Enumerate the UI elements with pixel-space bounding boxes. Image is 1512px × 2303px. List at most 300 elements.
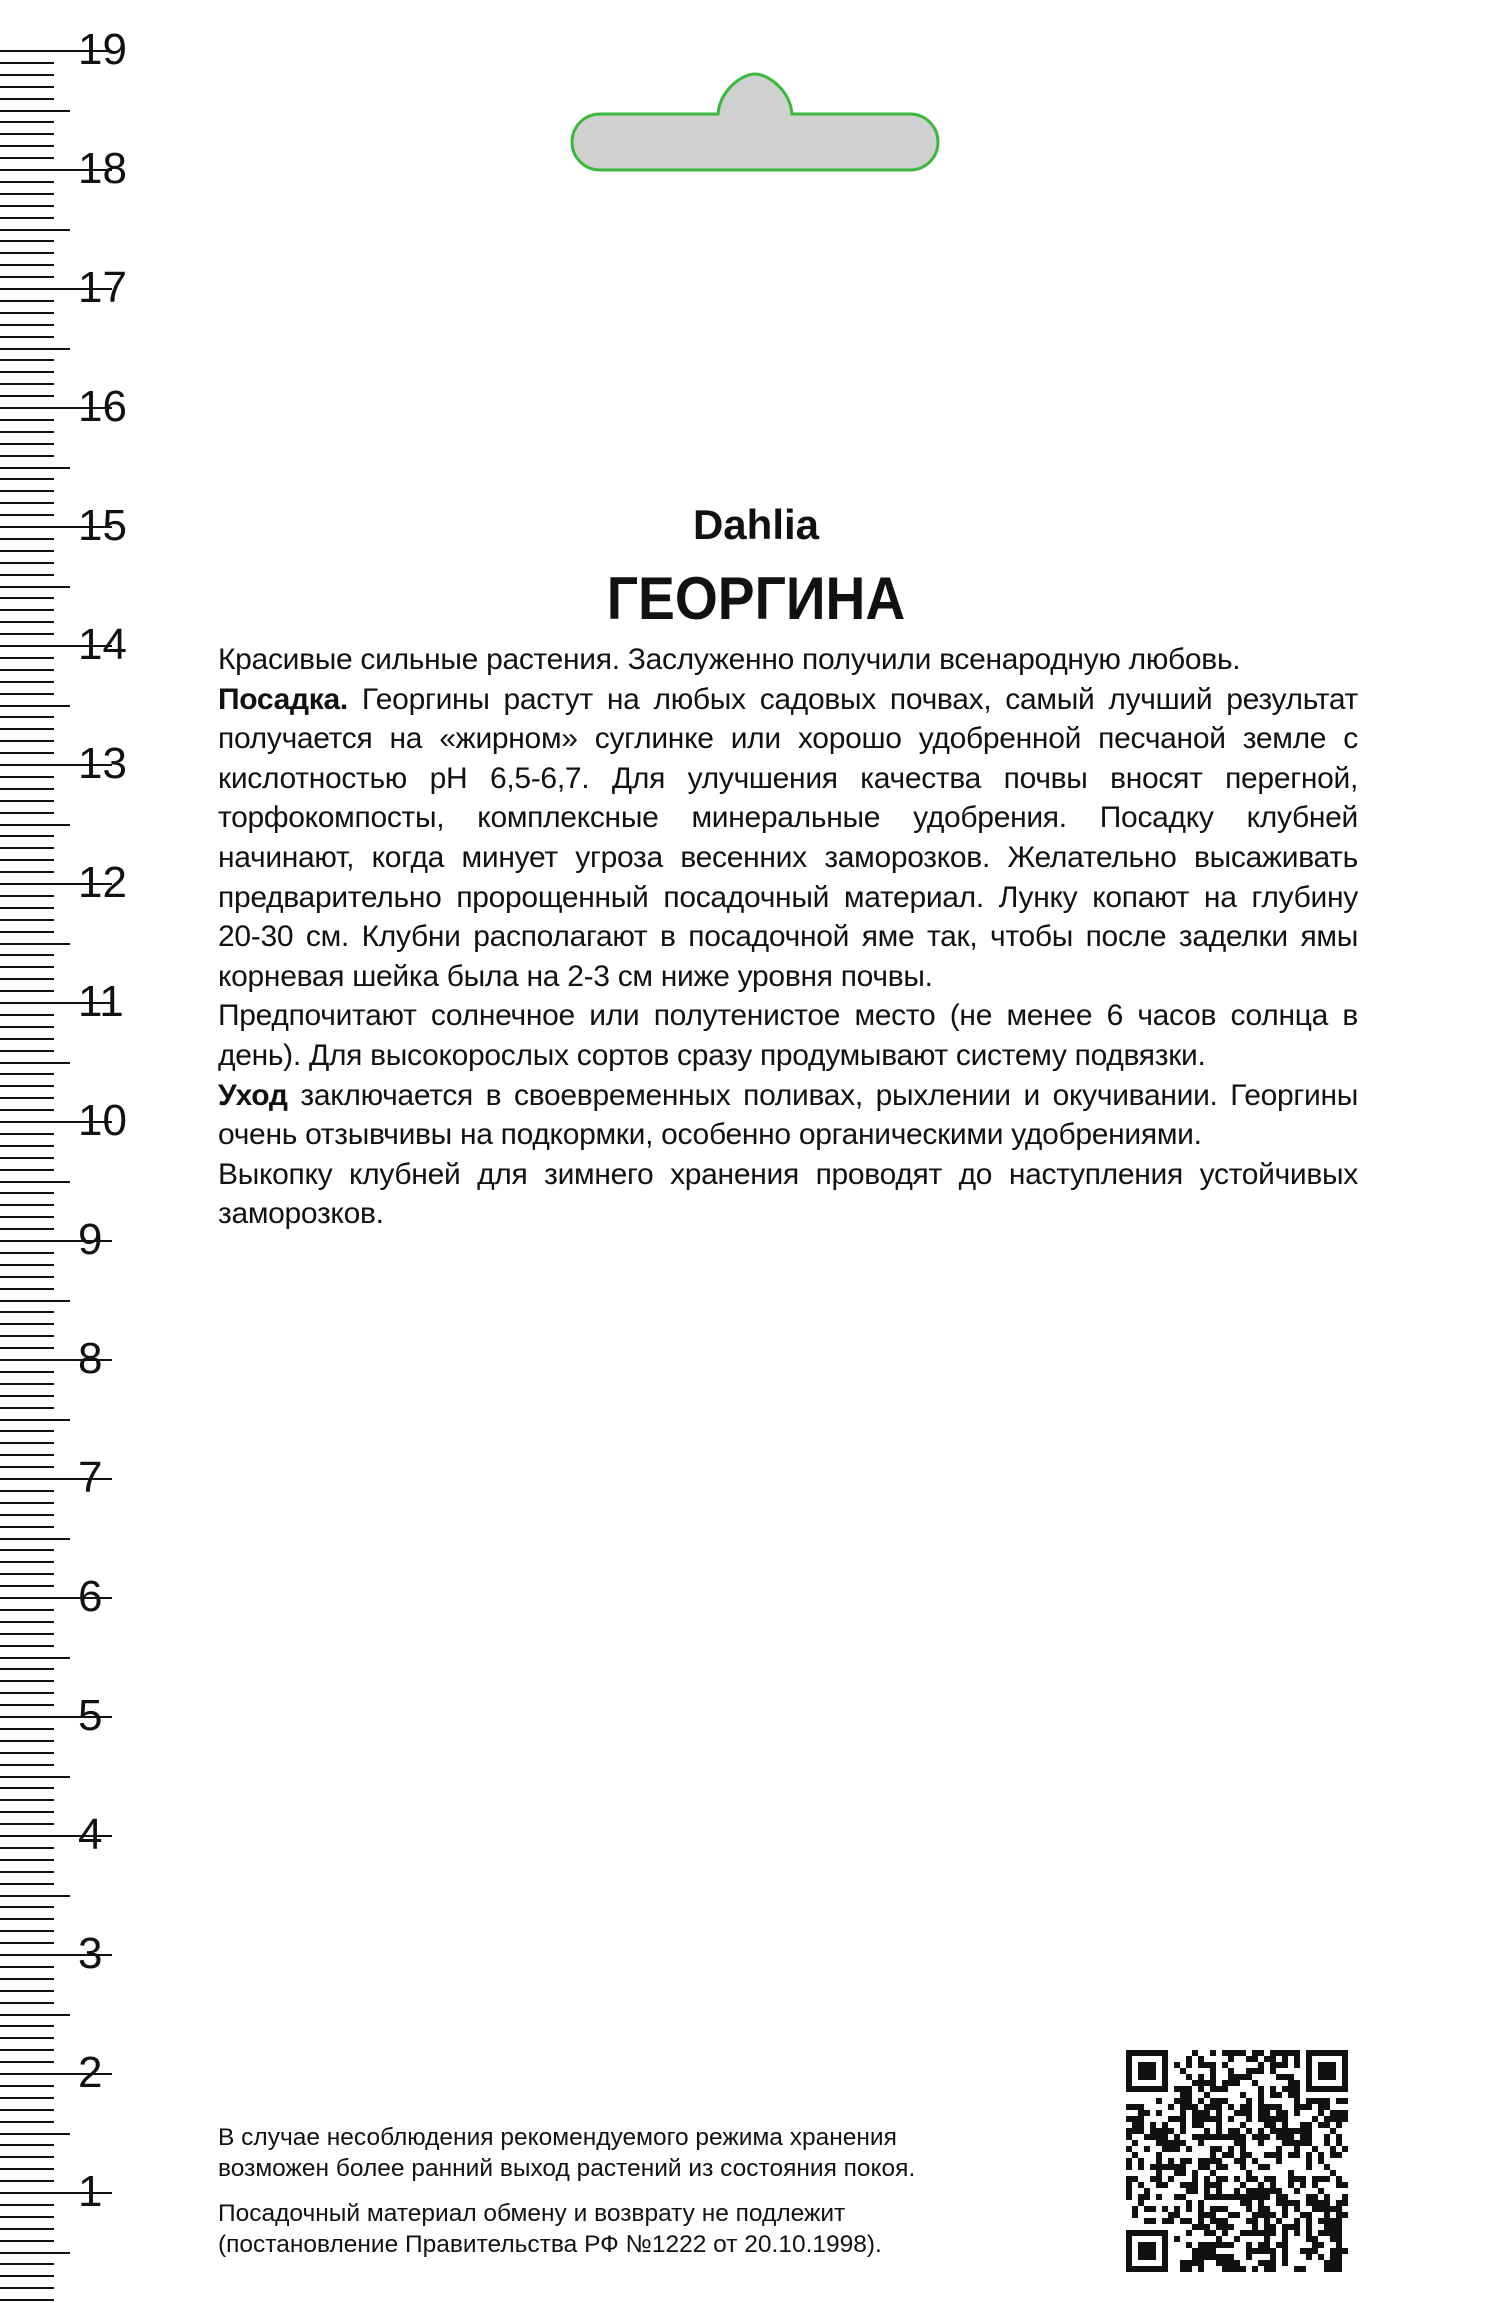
qr-module xyxy=(1330,2110,1336,2116)
qr-module xyxy=(1264,2218,1270,2224)
qr-module xyxy=(1222,2194,1228,2200)
ruler-minor-tick xyxy=(0,490,54,492)
qr-module xyxy=(1162,2140,1168,2146)
ruler-number: 6 xyxy=(78,1572,103,1621)
ruler-minor-tick xyxy=(0,1859,54,1861)
ruler-minor-tick xyxy=(0,1847,54,1849)
ruler-minor-tick xyxy=(0,2097,54,2099)
ruler-minor-tick xyxy=(0,1419,70,1421)
qr-module xyxy=(1246,2098,1252,2104)
qr-module xyxy=(1198,2164,1204,2170)
qr-module xyxy=(1180,2098,1186,2104)
qr-module xyxy=(1132,2206,1138,2212)
qr-module xyxy=(1150,2128,1156,2134)
qr-module xyxy=(1258,2092,1264,2098)
qr-finder-module xyxy=(1126,2266,1168,2272)
qr-module xyxy=(1222,2218,1228,2224)
qr-module xyxy=(1198,2218,1204,2224)
qr-module xyxy=(1312,2182,1318,2188)
qr-module xyxy=(1336,2254,1342,2260)
qr-module xyxy=(1270,2068,1276,2074)
ruler-minor-tick xyxy=(0,1288,54,1290)
qr-module xyxy=(1306,2200,1312,2206)
ruler-minor-tick xyxy=(0,895,54,897)
qr-module xyxy=(1180,2182,1186,2188)
qr-module xyxy=(1216,2176,1222,2182)
hang-tab-outline xyxy=(572,74,938,170)
qr-module xyxy=(1210,2080,1216,2086)
qr-module xyxy=(1138,2104,1144,2110)
qr-module xyxy=(1312,2194,1318,2200)
qr-module xyxy=(1330,2206,1336,2212)
qr-module xyxy=(1246,2230,1252,2236)
qr-module xyxy=(1228,2254,1234,2260)
qr-module xyxy=(1234,2050,1240,2056)
qr-module xyxy=(1210,2068,1216,2074)
qr-module xyxy=(1228,2146,1234,2152)
qr-module xyxy=(1300,2104,1306,2110)
qr-module xyxy=(1192,2188,1198,2194)
qr-module xyxy=(1300,2122,1306,2128)
qr-module xyxy=(1138,2158,1144,2164)
qr-module xyxy=(1330,2236,1336,2242)
qr-module xyxy=(1324,2206,1330,2212)
ruler-minor-tick xyxy=(0,812,54,814)
ruler-minor-tick xyxy=(0,1978,54,1980)
qr-module xyxy=(1324,2230,1330,2236)
qr-module xyxy=(1276,2152,1282,2158)
ruler-minor-tick xyxy=(0,2204,54,2206)
qr-module xyxy=(1234,2266,1240,2272)
qr-module xyxy=(1270,2176,1276,2182)
qr-module xyxy=(1174,2146,1180,2152)
ruler-number: 19 xyxy=(78,25,127,74)
ruler-minor-tick xyxy=(0,1169,54,1171)
ruler-minor-tick xyxy=(0,1776,70,1778)
qr-module xyxy=(1144,2134,1150,2140)
qr-module xyxy=(1204,2158,1210,2164)
qr-module xyxy=(1264,2236,1270,2242)
qr-module xyxy=(1144,2194,1150,2200)
measuring-ruler xyxy=(0,0,127,2303)
ruler-minor-tick xyxy=(0,1311,54,1313)
qr-module xyxy=(1252,2248,1258,2254)
qr-module xyxy=(1168,2116,1174,2122)
ruler-minor-tick xyxy=(0,2287,54,2289)
qr-module xyxy=(1210,2206,1216,2212)
ruler-number: 10 xyxy=(78,1096,127,1145)
qr-module xyxy=(1198,2206,1204,2212)
qr-module xyxy=(1258,2200,1264,2206)
qr-module xyxy=(1312,2116,1318,2122)
ruler-minor-tick xyxy=(0,1228,54,1230)
qr-module xyxy=(1270,2266,1276,2272)
qr-module xyxy=(1306,2140,1312,2146)
qr-finder-module xyxy=(1138,2242,1156,2260)
ruler-minor-tick xyxy=(0,716,54,718)
digging-paragraph: Выкопку клубней для зимнего хранения проводят до наступления устойчивых заморозков. xyxy=(218,1157,1358,1231)
qr-module xyxy=(1156,2098,1162,2104)
qr-module xyxy=(1270,2128,1276,2134)
qr-module xyxy=(1204,2212,1210,2218)
qr-module xyxy=(1240,2194,1246,2200)
ruler-minor-tick xyxy=(0,2002,54,2004)
qr-module xyxy=(1180,2266,1186,2272)
qr-module xyxy=(1336,2230,1342,2236)
qr-module xyxy=(1282,2122,1288,2128)
ruler-minor-tick xyxy=(0,943,70,945)
qr-module xyxy=(1162,2146,1168,2152)
qr-module xyxy=(1294,2086,1300,2092)
ruler-minor-tick xyxy=(0,788,54,790)
qr-module xyxy=(1186,2230,1192,2236)
qr-module xyxy=(1138,2200,1144,2206)
qr-finder-module xyxy=(1126,2230,1168,2236)
qr-finder-module xyxy=(1162,2230,1168,2272)
qr-module xyxy=(1282,2236,1288,2242)
qr-module xyxy=(1222,2224,1228,2230)
qr-module xyxy=(1252,2266,1258,2272)
ruler-minor-tick xyxy=(0,419,54,421)
ruler-minor-tick xyxy=(0,300,54,302)
qr-module xyxy=(1306,2212,1312,2218)
ruler-minor-tick xyxy=(0,1216,54,1218)
qr-module xyxy=(1210,2242,1216,2248)
qr-module xyxy=(1270,2116,1276,2122)
ruler-minor-tick xyxy=(0,990,54,992)
qr-module xyxy=(1258,2140,1264,2146)
ruler-minor-tick xyxy=(0,2025,54,2027)
qr-module xyxy=(1174,2134,1180,2140)
qr-module xyxy=(1228,2104,1234,2110)
ruler-minor-tick xyxy=(0,359,54,361)
qr-module xyxy=(1216,2260,1222,2266)
qr-module xyxy=(1240,2134,1246,2140)
qr-module xyxy=(1336,2212,1342,2218)
ruler-minor-tick xyxy=(0,1300,70,1302)
ruler-minor-tick xyxy=(0,752,54,754)
qr-module xyxy=(1294,2128,1300,2134)
qr-module xyxy=(1180,2170,1186,2176)
qr-module xyxy=(1282,2194,1288,2200)
qr-module xyxy=(1312,2236,1318,2242)
qr-module xyxy=(1288,2050,1294,2056)
qr-module xyxy=(1324,2098,1330,2104)
qr-module xyxy=(1132,2176,1138,2182)
qr-module xyxy=(1258,2104,1264,2110)
qr-module xyxy=(1240,2110,1246,2116)
ruler-minor-tick xyxy=(0,193,54,195)
qr-module xyxy=(1294,2110,1300,2116)
qr-module xyxy=(1240,2122,1246,2128)
qr-module xyxy=(1258,2206,1264,2212)
ruler-minor-tick xyxy=(0,1062,70,1064)
ruler-minor-tick xyxy=(0,1466,54,1468)
qr-module xyxy=(1294,2140,1300,2146)
ruler-minor-tick xyxy=(0,835,54,837)
qr-module xyxy=(1162,2128,1168,2134)
qr-module xyxy=(1312,2200,1318,2206)
storage-note xyxy=(218,2122,998,2184)
qr-module xyxy=(1294,2104,1300,2110)
qr-module xyxy=(1162,2206,1168,2212)
ruler-minor-tick xyxy=(0,1823,54,1825)
qr-module xyxy=(1144,2110,1150,2116)
qr-module xyxy=(1306,2248,1312,2254)
ruler-minor-tick xyxy=(0,2168,54,2170)
qr-module xyxy=(1204,2128,1210,2134)
qr-module xyxy=(1144,2206,1150,2212)
qr-module xyxy=(1306,2224,1312,2230)
qr-module xyxy=(1246,2242,1252,2248)
qr-module xyxy=(1342,2110,1348,2116)
qr-finder-module xyxy=(1126,2050,1132,2092)
qr-module xyxy=(1204,2182,1210,2188)
qr-module xyxy=(1216,2128,1222,2134)
qr-module xyxy=(1192,2176,1198,2182)
ruler-minor-tick xyxy=(0,252,54,254)
qr-module xyxy=(1264,2248,1270,2254)
qr-module xyxy=(1252,2080,1258,2086)
qr-module xyxy=(1204,2224,1210,2230)
qr-module xyxy=(1216,2146,1222,2152)
ruler-minor-tick xyxy=(0,1133,54,1135)
qr-module xyxy=(1324,2116,1330,2122)
qr-module xyxy=(1342,2116,1348,2122)
qr-module xyxy=(1288,2074,1294,2080)
qr-module xyxy=(1294,2080,1300,2086)
qr-module xyxy=(1282,2050,1288,2056)
ruler-minor-tick xyxy=(0,2061,54,2063)
qr-module xyxy=(1246,2254,1252,2260)
qr-module xyxy=(1186,2104,1192,2110)
qr-module xyxy=(1276,2050,1282,2056)
ruler-number: 13 xyxy=(78,739,127,788)
qr-module xyxy=(1186,2200,1192,2206)
qr-module xyxy=(1168,2104,1174,2110)
qr-module xyxy=(1330,2254,1336,2260)
qr-module xyxy=(1186,2266,1192,2272)
qr-module xyxy=(1204,2104,1210,2110)
qr-module xyxy=(1264,2116,1270,2122)
qr-module xyxy=(1294,2218,1300,2224)
qr-module xyxy=(1174,2086,1180,2092)
ruler-minor-tick xyxy=(0,240,54,242)
qr-module xyxy=(1204,2062,1210,2068)
qr-module xyxy=(1228,2128,1234,2134)
qr-module xyxy=(1150,2164,1156,2170)
ruler-minor-tick xyxy=(0,2263,54,2265)
qr-module xyxy=(1132,2128,1138,2134)
qr-module xyxy=(1252,2194,1258,2200)
qr-module xyxy=(1198,2134,1204,2140)
return-line-1: Посадочный материал обмену и возврату не подлежит xyxy=(218,2200,846,2227)
qr-module xyxy=(1258,2260,1264,2266)
qr-module xyxy=(1264,2152,1270,2158)
ruler-number: 14 xyxy=(78,620,127,669)
qr-module xyxy=(1258,2110,1264,2116)
qr-module xyxy=(1210,2146,1216,2152)
qr-module xyxy=(1210,2116,1216,2122)
qr-module xyxy=(1216,2110,1222,2116)
qr-module xyxy=(1168,2146,1174,2152)
qr-module xyxy=(1186,2218,1192,2224)
qr-module xyxy=(1198,2056,1204,2062)
qr-module xyxy=(1240,2074,1246,2080)
qr-module xyxy=(1246,2068,1252,2074)
qr-module xyxy=(1240,2092,1246,2098)
qr-module xyxy=(1264,2224,1270,2230)
ruler-number: 17 xyxy=(78,263,127,312)
qr-module xyxy=(1282,2110,1288,2116)
qr-module xyxy=(1174,2164,1180,2170)
qr-module xyxy=(1132,2116,1138,2122)
qr-module xyxy=(1252,2212,1258,2218)
ruler-minor-tick xyxy=(0,1787,54,1789)
qr-module xyxy=(1282,2086,1288,2092)
qr-module xyxy=(1186,2182,1192,2188)
qr-module xyxy=(1246,2152,1252,2158)
qr-module xyxy=(1234,2176,1240,2182)
qr-module xyxy=(1126,2116,1132,2122)
qr-module xyxy=(1258,2116,1264,2122)
qr-module xyxy=(1210,2086,1216,2092)
ruler-minor-tick xyxy=(0,978,54,980)
qr-module xyxy=(1294,2176,1300,2182)
qr-module xyxy=(1222,2260,1228,2266)
qr-module xyxy=(1210,2074,1216,2080)
qr-module xyxy=(1156,2176,1162,2182)
qr-module xyxy=(1318,2230,1324,2236)
qr-module xyxy=(1246,2104,1252,2110)
qr-module xyxy=(1318,2158,1324,2164)
ruler-minor-tick xyxy=(0,1157,54,1159)
ruler-minor-tick xyxy=(0,1692,54,1694)
qr-module xyxy=(1168,2140,1174,2146)
qr-module xyxy=(1216,2236,1222,2242)
qr-module xyxy=(1138,2182,1144,2188)
ruler-minor-tick xyxy=(0,1073,54,1075)
qr-module xyxy=(1216,2188,1222,2194)
return-line-2: (постановление Правительства РФ №1222 от 20.10.1998). xyxy=(218,2231,882,2258)
qr-module xyxy=(1276,2218,1282,2224)
qr-module xyxy=(1198,2074,1204,2080)
qr-module xyxy=(1234,2260,1240,2266)
qr-module xyxy=(1306,2230,1312,2236)
qr-module xyxy=(1258,2188,1264,2194)
qr-module xyxy=(1336,2248,1342,2254)
ruler-minor-tick xyxy=(0,1966,54,1968)
qr-module xyxy=(1144,2188,1150,2194)
qr-module xyxy=(1156,2110,1162,2116)
ruler-minor-tick xyxy=(0,1918,54,1920)
ruler-minor-tick xyxy=(0,1942,54,1944)
ruler-minor-tick xyxy=(0,907,54,909)
qr-module xyxy=(1126,2164,1132,2170)
qr-module xyxy=(1318,2098,1324,2104)
qr-module xyxy=(1210,2194,1216,2200)
qr-module xyxy=(1306,2164,1312,2170)
qr-module xyxy=(1282,2140,1288,2146)
qr-module xyxy=(1300,2266,1306,2272)
qr-module xyxy=(1126,2176,1132,2182)
qr-module xyxy=(1276,2116,1282,2122)
qr-module xyxy=(1180,2128,1186,2134)
qr-module xyxy=(1222,2062,1228,2068)
qr-module xyxy=(1192,2134,1198,2140)
ruler-minor-tick xyxy=(0,1026,54,1028)
qr-module xyxy=(1228,2056,1234,2062)
ruler-minor-tick xyxy=(0,1097,54,1099)
qr-module xyxy=(1264,2212,1270,2218)
qr-module xyxy=(1336,2140,1342,2146)
ruler-minor-tick xyxy=(0,1085,54,1087)
qr-module xyxy=(1204,2134,1210,2140)
qr-module xyxy=(1342,2098,1348,2104)
qr-module xyxy=(1174,2206,1180,2212)
qr-module xyxy=(1234,2212,1240,2218)
qr-module xyxy=(1156,2158,1162,2164)
qr-module xyxy=(1324,2194,1330,2200)
qr-module xyxy=(1240,2146,1246,2152)
qr-module xyxy=(1264,2056,1270,2062)
qr-module xyxy=(1252,2188,1258,2194)
care-paragraph xyxy=(218,1076,1358,1155)
ruler-minor-tick xyxy=(0,621,54,623)
qr-module xyxy=(1330,2260,1336,2266)
qr-module xyxy=(1336,2260,1342,2266)
qr-module xyxy=(1252,2056,1258,2062)
qr-module xyxy=(1324,2140,1330,2146)
qr-module xyxy=(1186,2062,1192,2068)
qr-module xyxy=(1204,2116,1210,2122)
qr-module xyxy=(1288,2134,1294,2140)
product-title: ГЕОРГИНА xyxy=(606,565,906,632)
qr-module xyxy=(1222,2242,1228,2248)
qr-module xyxy=(1282,2254,1288,2260)
qr-module xyxy=(1198,2158,1204,2164)
qr-module xyxy=(1216,2164,1222,2170)
qr-module xyxy=(1156,2182,1162,2188)
ruler-minor-tick xyxy=(0,371,54,373)
qr-module xyxy=(1168,2164,1174,2170)
qr-module xyxy=(1138,2122,1144,2128)
qr-module xyxy=(1150,2218,1156,2224)
ruler-minor-tick xyxy=(0,657,54,659)
ruler-minor-tick xyxy=(0,133,54,135)
qr-module xyxy=(1258,2128,1264,2134)
qr-module xyxy=(1204,2248,1210,2254)
ruler-minor-tick xyxy=(0,478,54,480)
qr-module xyxy=(1270,2230,1276,2236)
qr-module xyxy=(1294,2152,1300,2158)
qr-module xyxy=(1240,2182,1246,2188)
qr-module xyxy=(1264,2164,1270,2170)
qr-module xyxy=(1180,2164,1186,2170)
qr-module xyxy=(1132,2212,1138,2218)
qr-module xyxy=(1264,2188,1270,2194)
qr-module xyxy=(1204,2110,1210,2116)
qr-module xyxy=(1162,2134,1168,2140)
qr-module xyxy=(1126,2128,1132,2134)
qr-module xyxy=(1156,2170,1162,2176)
qr-module xyxy=(1324,2122,1330,2128)
ruler-minor-tick xyxy=(0,1538,70,1540)
ruler-minor-tick xyxy=(0,776,54,778)
qr-module xyxy=(1318,2254,1324,2260)
qr-module xyxy=(1186,2074,1192,2080)
qr-module xyxy=(1282,2212,1288,2218)
